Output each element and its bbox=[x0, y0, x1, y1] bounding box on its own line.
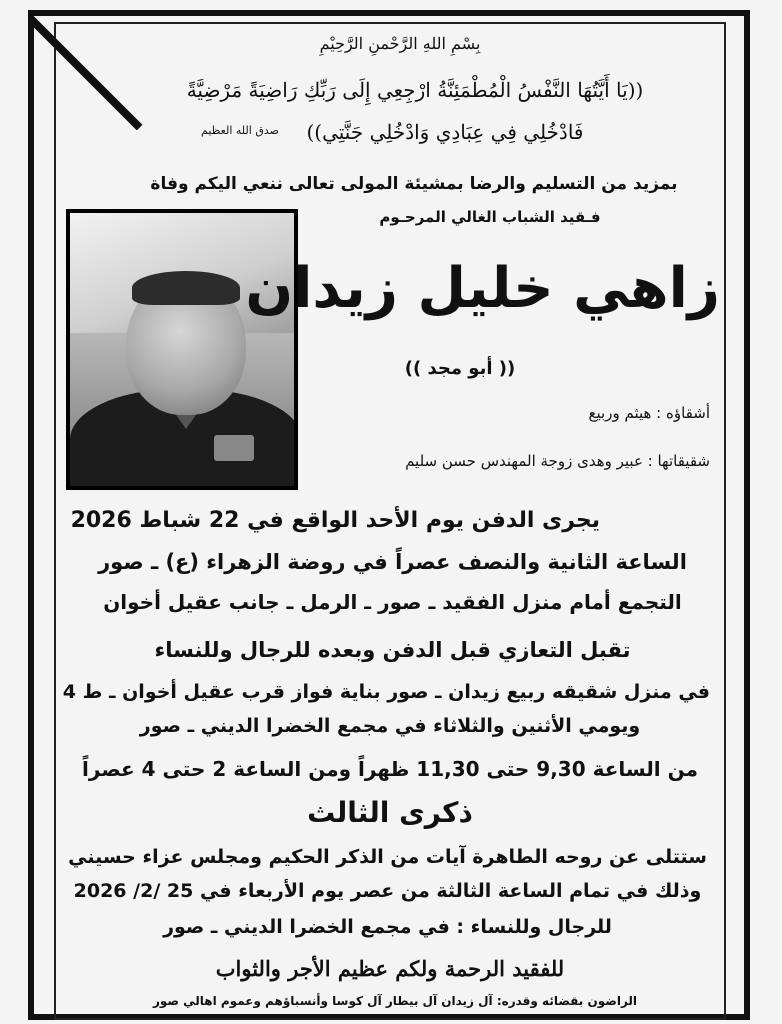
mourning-ribbon bbox=[28, 10, 148, 130]
burial-time-place: الساعة الثانية والنصف عصراً في روضة الزهراء (ع) ـ صور bbox=[98, 550, 687, 574]
deceased-photo bbox=[66, 209, 298, 490]
deceased-nickname: (( أبو مجد )) bbox=[404, 358, 516, 379]
condolences-heading: تقبل التعازي قبل الدفن وبعده للرجال وللنساء bbox=[154, 638, 631, 662]
bismillah: بِسْمِ اللهِ الرَّحْمنِ الرَّحِيْمِ bbox=[319, 34, 481, 53]
condolences-days: ويومي الأثنين والثلاثاء في مجمع الخضرا الديني ـ صور bbox=[139, 715, 641, 737]
quran-verse-line-2: فَادْخُلِي فِي عِبَادِي وَادْخُلِي جَنَّتِي)) bbox=[306, 120, 584, 144]
gathering-place: التجمع أمام منزل الفقيد ـ صور ـ الرمل ـ جانب عقيل أخوان bbox=[103, 590, 682, 614]
third-day-line-1: ستتلى عن روحه الطاهرة آيات من الذكر الحكيم ومجلس عزاء حسيني bbox=[68, 846, 707, 868]
quran-verse-line-1: ((يَا أَيَّتُهَا النَّفْسُ الْمُطْمَئِنَّةُ ارْجِعِي إِلَى رَبِّكِ رَاضِيَةً مَرْضِيَّةً bbox=[186, 78, 644, 102]
announcement-subtitle: فـقيد الشباب الغالي المرحـوم bbox=[379, 208, 601, 226]
deceased-name: زاهي خليل زيدان bbox=[245, 256, 720, 321]
brothers-line: أشقاؤه : هيثم وربيع bbox=[588, 404, 710, 422]
third-day-line-3: للرجال وللنساء : في مجمع الخضرا الديني ـ صور bbox=[163, 916, 612, 938]
burial-date: يجرى الدفن يوم الأحد الواقع في 22 شباط 2026 bbox=[70, 508, 600, 533]
mourners-line: الراضون بقضائه وقدره: آل زيدان آل بيطار آل كوسا وأنسباؤهم وعموم اهالي صور bbox=[152, 994, 638, 1008]
third-day-line-2: وذلك في تمام الساعة الثالثة من عصر يوم الأربعاء في 25 /2/ 2026 bbox=[73, 880, 702, 902]
sisters-line: شقيقاتها : عبير وهدى زوجة المهندس حسن سليم bbox=[405, 452, 710, 470]
condolences-location: في منزل شقيقه ربيع زيدان ـ صور بناية فواز قرب عقيل أخوان ـ ط 4 bbox=[62, 681, 710, 703]
announcement-intro: بمزيد من التسليم والرضا بمشيئة المولى تعالى ننعي اليكم وفاة bbox=[150, 174, 678, 194]
sadaq-allah: صدق الله العظيم bbox=[201, 124, 279, 137]
closing-prayer: للفقيد الرحمة ولكم عظيم الأجر والثواب bbox=[215, 956, 565, 981]
third-day-title: ذكرى الثالث bbox=[307, 796, 473, 829]
condolences-hours: من الساعة 9,30 حتى 11,30 ظهراً ومن الساعة 2 حتى 4 عصراً bbox=[82, 757, 698, 781]
